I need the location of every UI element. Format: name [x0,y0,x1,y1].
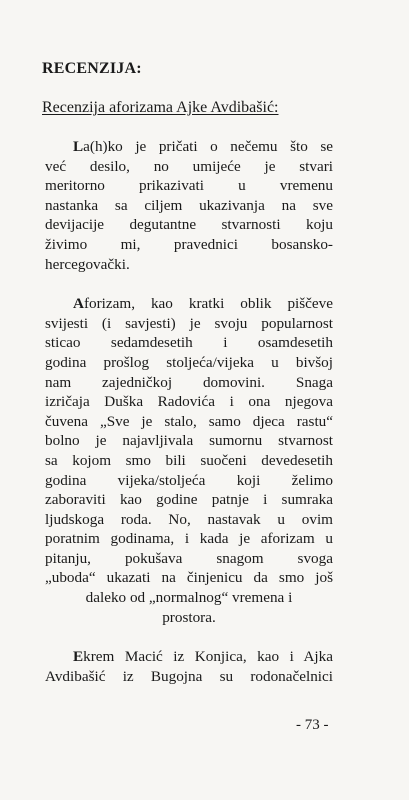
paragraph-line: hercegovački. [45,255,130,273]
paragraph-line: Avdibašić iz Bugojna su rodonačelnici [45,667,333,685]
paragraph-line: živimo mi, pravednici bosansko- [45,235,333,253]
paragraph-1 [45,137,333,274]
paragraph-line: nam zajedničkoj domovini. Snaga [45,373,333,391]
paragraph-line: izričaja Duška Radovića i ona njegova [45,393,333,411]
paragraph-line: sa kojom smo bili suočeni devedesetih [45,451,333,469]
paragraph-line: „uboda“ ukazati na činjenicu da smo još [45,569,333,587]
review-body [45,137,333,706]
paragraph-line: poratnim godinama, i kada je aforizam u [45,530,333,548]
paragraph-line: godina vijeka/stoljeća koji želimo [45,471,333,489]
paragraph-line: nastanka sa ciljem ukazivanja na sve [45,196,333,214]
paragraph-line: La(h)ko je pričati o nečemu što se [73,138,333,155]
paragraph-line: zaboraviti kao godine patnje i sumraka [45,491,333,509]
paragraph-line: Ekrem Macić iz Konjica, kao i Ajka [73,648,333,666]
page-number: - 73 - [296,717,329,733]
paragraph-line: već desilo, no umijeće je stvari [45,157,333,175]
paragraph-line: meritorno prikazivati u vremenu [45,177,333,195]
drop-letter: E [73,648,84,666]
paragraph-line: godina prošlog stoljeća/vijeka u bivšoj [45,353,333,371]
paragraph-line: svijesti (i savjesti) je svoju popularnost [45,314,333,332]
drop-letter: L [73,138,84,155]
paragraph-line: Aforizam, kao kratki oblik piščeve [73,295,333,313]
paragraph-3 [45,647,333,686]
paragraph-2 [45,294,333,627]
drop-letter: A [73,295,84,313]
review-subheading: Recenzija aforizama Ajke Avdibašić: [42,99,279,116]
paragraph-line: prostora. [162,608,216,626]
page-heading: RECENZIJA: [42,60,142,77]
paragraph-line: daleko od „normalnog“ vremena i [85,589,293,607]
paragraph-line: ljudskoga roda. No, nastavak u ovim [45,510,333,528]
paragraph-line: čuvena „Sve je stalo, samo djeca rastu“ [45,412,333,430]
paragraph-line: pitanju, pokušava snagom svoga [45,549,333,567]
paragraph-line: sticao sedamdesetih i osamdesetih [45,334,333,352]
paragraph-line: devijacije degutantne stvarnosti koju [45,216,333,234]
paragraph-line: bolno je najavljivala sumornu stvarnost [45,432,333,450]
